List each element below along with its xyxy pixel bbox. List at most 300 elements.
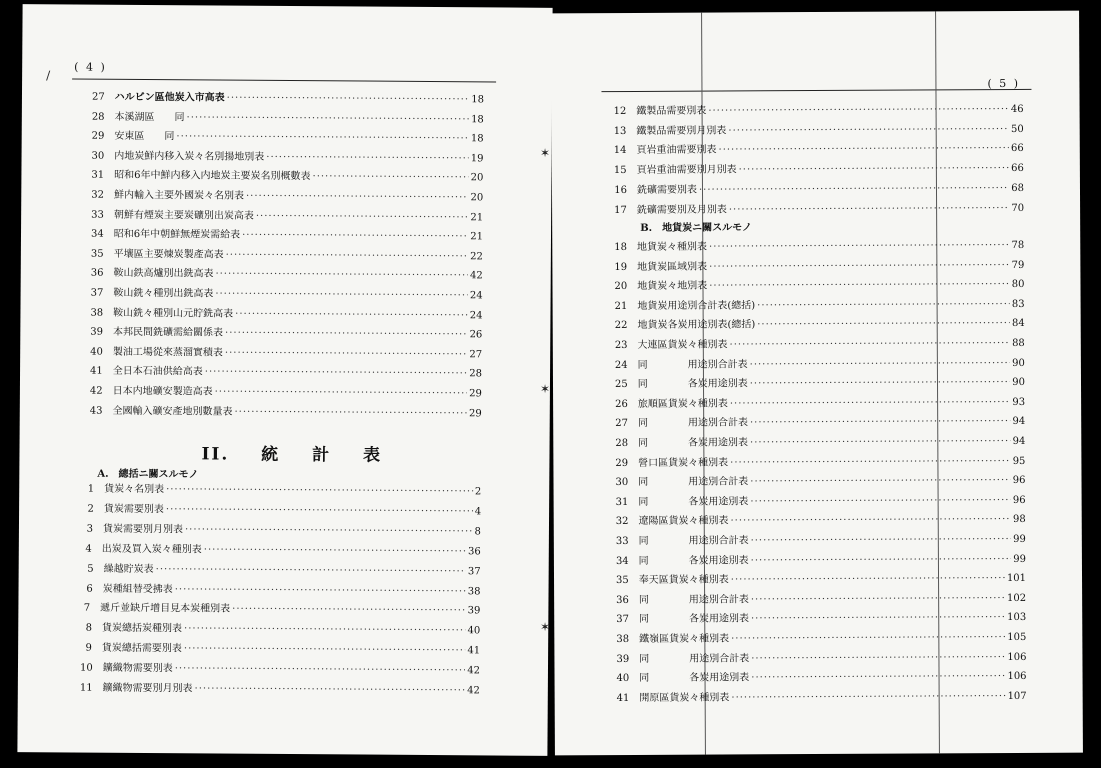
entry-number: 29 — [615, 457, 629, 469]
entry-number: 43 — [89, 405, 103, 417]
entry-title: 同 各炭用途別表 — [639, 672, 750, 685]
entry-page-number: 80 — [1011, 279, 1025, 291]
entry-page-number: 103 — [1007, 612, 1027, 624]
dot-leader — [728, 123, 1009, 138]
entry-title: 鐵製品需要別月別表 — [636, 125, 727, 137]
toc-entry — [614, 239, 1024, 255]
entry-page-number: 78 — [1011, 239, 1025, 251]
toc-entry — [614, 162, 1024, 178]
entry-title: 平壤區主要煉炭製產高表 — [113, 248, 224, 261]
toc-entry — [616, 631, 1026, 647]
dot-leader — [750, 415, 1011, 430]
entry-number: 36 — [616, 594, 629, 606]
entry-number: 19 — [614, 261, 628, 273]
entry-page-number: 38 — [467, 585, 481, 597]
entry-page-number: 19 — [470, 153, 484, 165]
entry-page-number: 83 — [1011, 298, 1025, 310]
entry-number: 11 — [79, 682, 93, 694]
dot-leader — [242, 229, 468, 245]
entry-number: 38 — [90, 307, 104, 319]
entry-title: 朝鮮有煙炭主要炭礦別出炭高表 — [113, 209, 254, 222]
toc-entry — [615, 415, 1025, 431]
toc-entry — [615, 337, 1025, 353]
dot-leader — [227, 92, 470, 108]
dot-leader — [184, 623, 466, 639]
header-rule — [601, 89, 1031, 92]
toc-entry — [80, 622, 480, 639]
entry-page-number: 29 — [468, 407, 482, 419]
toc-entry — [81, 483, 481, 500]
entry-page-number: 18 — [471, 113, 484, 125]
toc-entry — [616, 611, 1026, 627]
entry-page-number: 50 — [1010, 123, 1024, 135]
toc-entry — [616, 533, 1026, 549]
toc-entry — [91, 208, 483, 225]
toc-entry — [614, 259, 1024, 275]
dot-leader — [235, 307, 468, 323]
entry-number: 22 — [614, 320, 628, 332]
entry-number: 8 — [85, 622, 93, 634]
entry-page-number: 37 — [467, 565, 481, 577]
dot-leader — [718, 142, 1009, 158]
dot-leader — [266, 151, 469, 166]
entry-number: 41 — [616, 692, 630, 704]
entry-number: 40 — [90, 346, 103, 358]
entry-title: 奉天區貨炭々種別表 — [638, 574, 729, 587]
dot-leader — [175, 662, 466, 678]
toc-entry — [92, 130, 484, 147]
entry-number: 14 — [613, 145, 627, 157]
entry-title: 頁岩重油需要別表 — [636, 144, 717, 157]
entry-title: 營口區貨炭々種別表 — [638, 457, 729, 469]
toc-entry — [92, 110, 484, 127]
entry-title: 炭種組替受拂表 — [102, 583, 173, 595]
entry-page-number: 101 — [1006, 573, 1027, 585]
entry-title: 同 用途別合計表 — [639, 652, 750, 665]
toc-entry — [81, 562, 481, 579]
toc-entry — [616, 494, 1026, 510]
entry-page-number: 24 — [469, 290, 483, 302]
page-number: ( 5 ) — [987, 76, 1021, 91]
entry-number: 4 — [85, 543, 92, 555]
entry-page-number: 105 — [1007, 631, 1027, 644]
dot-leader — [750, 474, 1011, 489]
dot-leader — [751, 670, 1005, 685]
dot-leader — [750, 357, 1011, 372]
entry-title: 全日本石油供給高表 — [112, 366, 203, 378]
dot-leader — [204, 543, 466, 559]
entry-number: 25 — [614, 379, 628, 391]
entry-title: 地貨炭各炭用途別表(總括) — [637, 319, 756, 332]
entry-page-number: 96 — [1012, 494, 1026, 506]
entry-number: 26 — [615, 398, 628, 410]
dot-leader — [205, 366, 468, 382]
entry-page-number: 21 — [470, 231, 484, 243]
entry-page-number: 68 — [1011, 182, 1025, 194]
toc-entry — [616, 651, 1026, 667]
dot-leader — [187, 111, 470, 127]
dot-leader — [185, 523, 473, 539]
toc-entry — [91, 228, 483, 245]
entry-number: 5 — [87, 563, 94, 575]
toc-entry — [614, 201, 1024, 217]
toc-entry — [614, 182, 1024, 198]
entry-number: 31 — [615, 496, 629, 508]
toc-entry — [92, 149, 484, 166]
entry-page-number: 88 — [1012, 337, 1025, 349]
entry-page-number: 4 — [474, 506, 482, 518]
entry-title: 同 用途別合計表 — [638, 594, 749, 606]
dot-leader — [225, 346, 468, 362]
entry-number: 30 — [615, 477, 629, 489]
dot-leader — [166, 483, 473, 499]
entry-number: 32 — [91, 189, 105, 201]
page-number: ( 4 ) — [74, 60, 107, 74]
entry-title: 昭和6年中鮮内移入内地炭主要炭名別概數表 — [114, 170, 311, 183]
toc-entry — [80, 582, 480, 599]
toc-entry — [615, 455, 1025, 471]
entry-page-number: 42 — [467, 685, 480, 697]
dot-leader — [751, 611, 1005, 626]
dot-leader — [215, 288, 468, 304]
entry-page-number: 93 — [1012, 396, 1026, 408]
binding-mark: ✶ — [540, 146, 551, 160]
entry-page-number: 39 — [467, 605, 481, 617]
entry-page-number: 21 — [470, 211, 484, 223]
entry-title: 全國輸入礦安產地別數量表 — [112, 405, 233, 418]
toc-entry — [617, 670, 1027, 686]
entry-page-number: 20 — [470, 192, 484, 204]
dot-leader — [234, 405, 467, 421]
entry-title: 鞍山鉄高爐別出銑高表 — [113, 268, 214, 280]
entry-number: 32 — [615, 516, 629, 528]
dot-leader — [751, 651, 1005, 666]
entry-title: 同 各炭用途別表 — [638, 613, 749, 626]
entry-page-number: 102 — [1007, 592, 1027, 604]
entry-page-number: 84 — [1011, 318, 1025, 330]
toc-list-misc — [551, 11, 1079, 216]
entry-page-number: 42 — [467, 665, 481, 677]
entry-page-number: 99 — [1013, 553, 1026, 565]
dot-leader — [225, 327, 468, 343]
dot-leader — [751, 533, 1012, 548]
entry-number: 23 — [614, 339, 628, 352]
entry-number: 3 — [86, 523, 94, 535]
dot-leader — [215, 386, 468, 402]
toc-entry — [91, 267, 483, 284]
entry-number: 6 — [86, 583, 93, 595]
entry-page-number: 66 — [1011, 143, 1024, 155]
entry-title: 貨炭需要別月別表 — [102, 523, 184, 536]
toc-entry — [615, 298, 1025, 314]
section-title: II. 統 計 表 — [201, 444, 383, 466]
entry-page-number: 8 — [474, 526, 481, 538]
dot-leader — [246, 190, 469, 206]
dot-leader — [731, 631, 1005, 646]
entry-title: 頁岩重油需要別月別表 — [636, 164, 737, 177]
toc-entry — [81, 502, 481, 519]
entry-number: 34 — [615, 555, 629, 567]
entry-number: 31 — [91, 170, 105, 182]
entry-page-number: 29 — [469, 388, 482, 400]
entry-title: 昭和6年中朝鮮無煙炭需給表 — [113, 228, 241, 241]
entry-number: 38 — [616, 633, 630, 646]
entry-title: 同 用途別合計表 — [638, 535, 749, 547]
entry-number: 33 — [91, 209, 104, 221]
entry-number: 17 — [614, 204, 627, 216]
entry-title: 出炭及買入炭々種別表 — [101, 543, 202, 556]
dot-leader — [731, 690, 1005, 705]
dot-leader — [751, 553, 1012, 568]
entry-page-number: 40 — [467, 625, 481, 637]
toc-entry — [615, 376, 1025, 392]
dot-leader — [757, 317, 1010, 332]
entry-title: 本邦民間銑礦需給關係表 — [113, 326, 224, 339]
entry-page-number: 107 — [1007, 690, 1027, 702]
entry-title: 鑛織物需要別月別表 — [102, 682, 193, 695]
entry-number: 24 — [614, 359, 628, 371]
entry-title: 製油工場從來蒸溜實積表 — [112, 346, 223, 359]
entry-title: 遼陽區貨炭々種別表 — [638, 515, 729, 528]
entry-title: 開原區貨炭々種別表 — [639, 692, 730, 704]
toc-entry — [80, 682, 480, 699]
toc-entry — [90, 345, 482, 362]
entry-title: 鮮内輸入主要外國炭々名別表 — [113, 189, 245, 202]
entry-page-number: 22 — [470, 251, 483, 263]
entry-number: 10 — [79, 662, 93, 674]
entry-title: 地貨炭々地別表 — [637, 280, 708, 293]
entry-title: 同 用途別合計表 — [637, 358, 748, 371]
toc-entry — [91, 287, 483, 304]
entry-title: 大連區貨炭々種別表 — [637, 339, 728, 351]
entry-title: 貨炭總括需要別表 — [101, 642, 182, 655]
entry-number: 36 — [90, 268, 104, 280]
entry-title: 繰越貯炭表 — [103, 563, 154, 575]
entry-page-number: 27 — [469, 349, 483, 361]
entry-page-number: 96 — [1012, 475, 1026, 487]
dot-leader — [256, 209, 469, 224]
entry-title: 地貨炭用途別合計表(總括) — [637, 300, 756, 312]
entry-page-number: 98 — [1012, 514, 1026, 526]
entry-title: 銑礦需要別表 — [636, 184, 698, 196]
entry-number: 28 — [615, 437, 629, 450]
binding-mark: ✶ — [540, 620, 551, 634]
entry-title: 同 各炭用途別表 — [638, 554, 749, 567]
entry-page-number: 20 — [470, 172, 484, 184]
entry-page-number: 99 — [1013, 533, 1026, 545]
toc-entry — [614, 123, 1024, 139]
entry-title: 貨炭需要別表 — [103, 503, 164, 516]
dot-leader — [750, 376, 1011, 391]
dot-leader — [730, 396, 1011, 411]
entry-page-number: 106 — [1007, 651, 1027, 663]
entry-number: 9 — [85, 642, 92, 654]
entry-number: 1 — [87, 483, 95, 495]
toc-entry — [614, 103, 1024, 119]
entry-title: 同 各炭用途別表 — [638, 437, 749, 449]
entry-number: 42 — [89, 385, 103, 397]
entry-title: 内地炭鮮内移入炭々名別揚地別表 — [114, 150, 265, 163]
scan-mark: / — [46, 68, 51, 83]
entry-title: 銑礦需要別及月別表 — [636, 203, 727, 216]
dot-leader — [215, 268, 468, 284]
toc-entry — [615, 396, 1025, 412]
binding-mark: ✶ — [540, 382, 551, 396]
dot-leader — [195, 682, 466, 698]
entry-title: ハルビン區他炭入市高表 — [114, 91, 225, 104]
entry-number: 12 — [613, 105, 627, 118]
toc-entry — [615, 357, 1025, 373]
toc-entry — [90, 365, 482, 382]
entry-number: 16 — [614, 184, 628, 196]
dot-leader — [312, 171, 468, 186]
toc-entry — [616, 572, 1026, 588]
toc-entry — [81, 542, 481, 559]
dot-leader — [709, 278, 1010, 294]
section-heading-b: B. 地貨炭ニ關スルモノ — [640, 222, 753, 234]
dot-leader — [175, 583, 466, 599]
entry-page-number: 46 — [1010, 103, 1024, 115]
entry-title: 日本内地礦安製造高表 — [112, 385, 213, 398]
entry-number: 7 — [83, 602, 91, 615]
dot-leader — [226, 248, 469, 264]
entry-title: 鐵製品需要別表 — [636, 105, 707, 117]
entry-page-number: 26 — [469, 329, 483, 341]
section-heading-a: A. 總括ニ關スルモノ — [97, 468, 199, 481]
entry-number: 33 — [615, 535, 629, 548]
entry-page-number: 42 — [469, 270, 483, 282]
entry-page-number: 18 — [471, 94, 484, 106]
entry-title: 鑛織物需要別表 — [102, 662, 173, 675]
entry-title: 鞍山銑々種別山元貯銑高表 — [113, 307, 234, 320]
entry-number: 35 — [90, 248, 104, 260]
entry-number: 13 — [613, 125, 627, 137]
entry-page-number: 41 — [467, 645, 481, 657]
toc-entry — [615, 474, 1025, 490]
entry-page-number: 18 — [470, 133, 484, 145]
entry-title: 同 用途別合計表 — [638, 476, 749, 489]
right-page — [551, 11, 1083, 756]
entry-number: 37 — [90, 287, 104, 299]
dot-leader — [709, 259, 1010, 275]
entry-number: 39 — [616, 653, 630, 665]
toc-entry — [616, 592, 1026, 608]
entry-number: 27 — [615, 418, 628, 430]
dot-leader — [730, 513, 1011, 528]
dot-leader — [729, 201, 1010, 216]
entry-title: 同 各炭用途別表 — [637, 378, 748, 391]
entry-number: 40 — [616, 673, 630, 685]
entry-title: 貨炭總括炭種別表 — [102, 623, 183, 635]
entry-page-number: 36 — [468, 545, 481, 558]
entry-number: 41 — [90, 366, 103, 378]
header-rule — [72, 79, 496, 83]
toc-entry — [614, 142, 1024, 158]
entry-page-number: 2 — [474, 486, 482, 498]
entry-number: 28 — [91, 111, 105, 123]
dot-leader — [729, 337, 1010, 352]
entry-number: 27 — [91, 91, 105, 103]
dot-leader — [757, 298, 1010, 313]
toc-entry — [90, 326, 482, 343]
dot-leader — [699, 182, 1009, 198]
entry-page-number: 79 — [1011, 259, 1025, 271]
toc-entry — [616, 553, 1026, 569]
dot-leader — [232, 603, 466, 619]
entry-number: 29 — [91, 130, 105, 142]
dot-leader — [739, 162, 1010, 177]
entry-number: 39 — [90, 326, 104, 338]
dot-leader — [730, 455, 1011, 470]
entry-title: 地貨炭區域別表 — [637, 261, 708, 273]
entry-title: 同 用途別合計表 — [637, 417, 748, 430]
toc-entry — [80, 662, 480, 679]
toc-entry — [90, 404, 482, 421]
toc-entry — [90, 306, 482, 323]
entry-page-number: 95 — [1012, 455, 1026, 467]
entry-page-number: 24 — [469, 309, 483, 321]
entry-page-number: 106 — [1007, 671, 1027, 683]
toc-entry — [90, 385, 482, 402]
entry-page-number: 94 — [1012, 416, 1026, 428]
toc-entry — [617, 690, 1027, 706]
entry-title: 鞍山銑々種別出銑高表 — [113, 287, 214, 300]
entry-number: 2 — [87, 503, 94, 515]
dot-leader — [176, 130, 469, 146]
entry-number: 18 — [614, 241, 628, 254]
entry-number: 35 — [616, 575, 629, 587]
entry-title: 旅順區貨炭々種別表 — [637, 398, 728, 410]
entry-number: 21 — [614, 300, 628, 312]
toc-entry — [91, 247, 483, 264]
toc-entry — [80, 642, 480, 659]
toc-entry — [91, 189, 483, 206]
toc-entry — [80, 602, 480, 619]
toc-entry — [91, 169, 483, 186]
entry-title: 貨炭々名別表 — [104, 483, 165, 496]
dot-leader — [731, 572, 1005, 587]
entry-page-number: 90 — [1012, 357, 1025, 369]
entry-page-number: 70 — [1011, 202, 1025, 214]
toc-entry — [614, 278, 1024, 294]
entry-number: 30 — [91, 150, 105, 162]
entry-number: 20 — [614, 281, 628, 293]
entry-title: 本溪湖區 同 — [114, 111, 185, 123]
entry-page-number: 28 — [469, 368, 483, 380]
toc-list-misc — [23, 4, 553, 419]
dot-leader — [750, 435, 1011, 450]
toc-entry — [615, 317, 1025, 333]
entry-title: 安東區 同 — [114, 130, 175, 143]
toc-entry — [615, 435, 1025, 451]
entry-page-number: 94 — [1012, 435, 1026, 447]
entry-number: 15 — [613, 165, 627, 177]
dot-leader — [166, 503, 473, 519]
dot-leader — [184, 642, 466, 658]
entry-page-number: 66 — [1011, 163, 1024, 175]
entry-title: 地貨炭々種別表 — [636, 241, 708, 253]
dot-leader — [156, 563, 466, 579]
entry-title: 鐵嶺區貨炭々種別表 — [639, 633, 730, 645]
entry-title: 同 各炭用途別表 — [638, 496, 749, 508]
dot-leader — [751, 592, 1005, 607]
dot-leader — [708, 103, 1009, 119]
dot-leader — [709, 239, 1010, 255]
left-page — [17, 4, 552, 756]
dot-leader — [750, 494, 1011, 509]
entry-title: 遞斤並缺斤增目見本炭種別表 — [100, 603, 231, 616]
toc-entry — [81, 522, 481, 539]
